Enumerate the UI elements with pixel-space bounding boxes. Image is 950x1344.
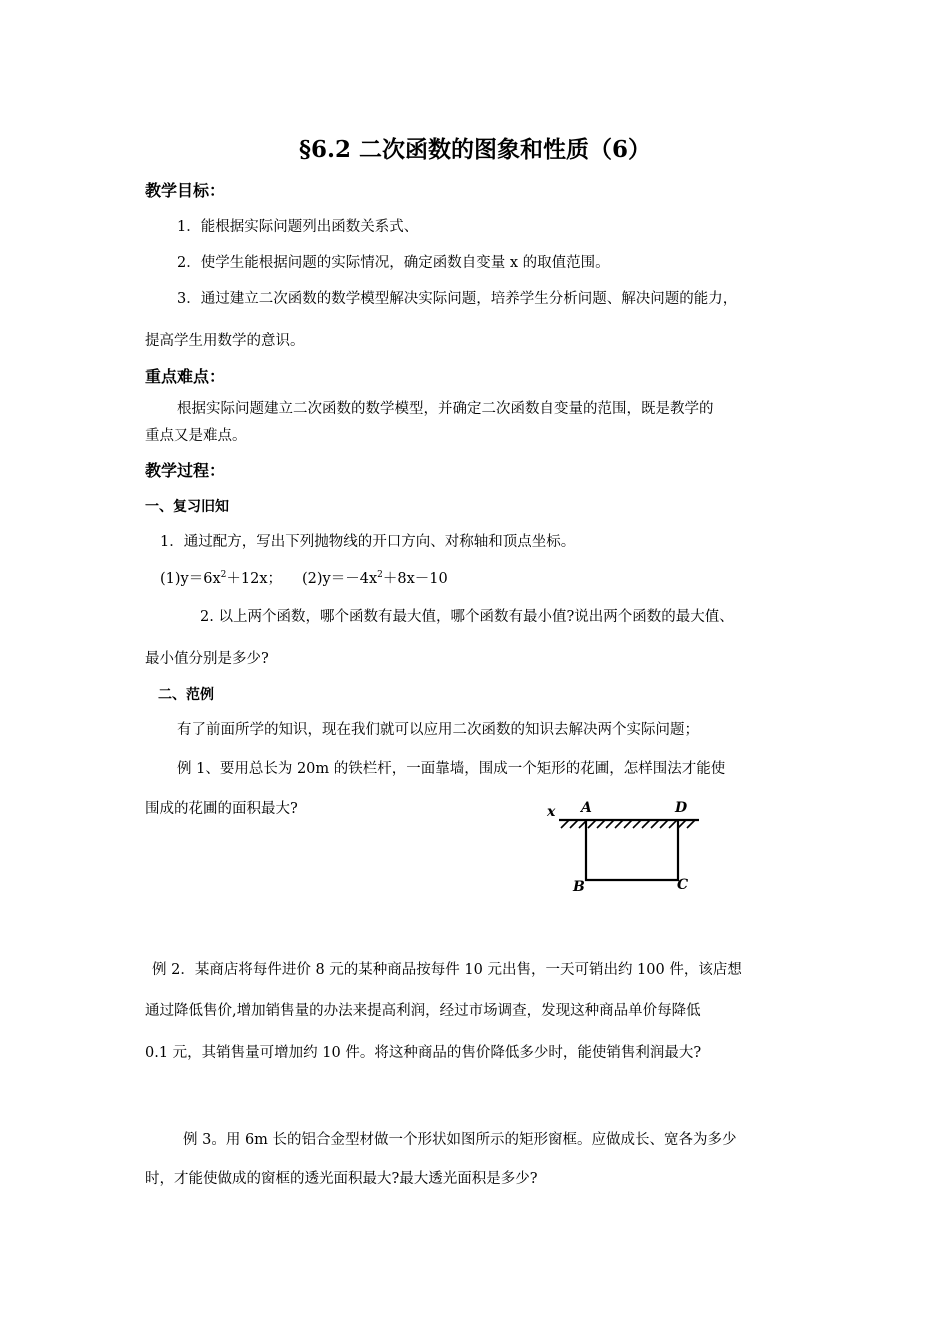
example-2-line-2: 通过降低售价,增加销售量的办法来提高利润，经过市场调查，发现这种商品单价每降低 [145, 1003, 701, 1019]
example-2-line-3: 0.1 元，其销售量可增加约 10 件。将这种商品的售价降低多少时，能使销售利润最大? [145, 1045, 702, 1061]
review-question-2-line-1: 2. 以上两个函数，哪个函数有最大值，哪个函数有最小值?说出两个函数的最大值、 [200, 609, 734, 625]
garden-rectangle-figure [545, 798, 705, 898]
example-3-line-2: 时，才能使做成的窗框的透光面积最大?最大透光面积是多少? [145, 1171, 538, 1187]
key-points-heading: 重点难点： [145, 367, 226, 386]
examples-intro: 有了前面所学的知识，现在我们就可以应用二次函数的知识去解决两个实际问题； [177, 722, 699, 738]
page-title: §6.2 二次函数的图象和性质（6） [298, 136, 652, 163]
label-a: A [581, 800, 592, 816]
example-2-line-1: 例 2．某商店将每件进价 8 元的某种商品按每件 10 元出售，一天可销出约 100 件，该店想 [152, 962, 742, 978]
key-points-line-2: 重点又是难点。 [145, 428, 247, 444]
review-question-1: 1．通过配方，写出下列抛物线的开口方向、对称轴和顶点坐标。 [160, 534, 576, 550]
review-question-2-line-2: 最小值分别是多少? [145, 651, 269, 667]
label-x: x [547, 804, 556, 820]
process-heading: 教学过程： [145, 461, 226, 480]
objectives-heading: 教学目标： [145, 181, 226, 200]
key-points-line-1: 根据实际问题建立二次函数的数学模型，并确定二次函数自变量的范围，既是教学的 [177, 401, 714, 417]
label-c: C [677, 877, 689, 893]
label-b: B [573, 879, 585, 895]
examples-heading: 二、范例 [158, 687, 214, 703]
review-heading: 一、复习旧知 [145, 499, 229, 515]
example-1-line-1: 例 1、要用总长为 20m 的铁栏杆，一面靠墙，围成一个矩形的花圃，怎样围法才能使 [177, 761, 726, 777]
objective-1: 1．能根据实际问题列出函数关系式、 [177, 219, 419, 235]
formula-1: $(1)y=6x^2+12x$； [160, 570, 283, 587]
garden-fence [586, 820, 678, 880]
objective-3: 3．通过建立二次函数的数学模型解决实际问题，培养学生分析问题、解决问题的能力， [177, 291, 738, 307]
example-1-line-2: 围成的花圃的面积最大? [145, 801, 298, 817]
wall-hatching [561, 820, 695, 828]
label-d: D [675, 800, 688, 816]
objective-2: 2．使学生能根据问题的实际情况，确定函数自变量 x 的取值范围。 [177, 255, 610, 271]
formula-2: $(2)y=-4x^2+8x-10$ [302, 570, 448, 587]
example-3-line-1: 例 3。用 6m 长的铝合金型材做一个形状如图所示的矩形窗框。应做成长、宽各为多少 [183, 1132, 737, 1148]
objective-3-continued: 提高学生用数学的意识。 [145, 333, 305, 349]
